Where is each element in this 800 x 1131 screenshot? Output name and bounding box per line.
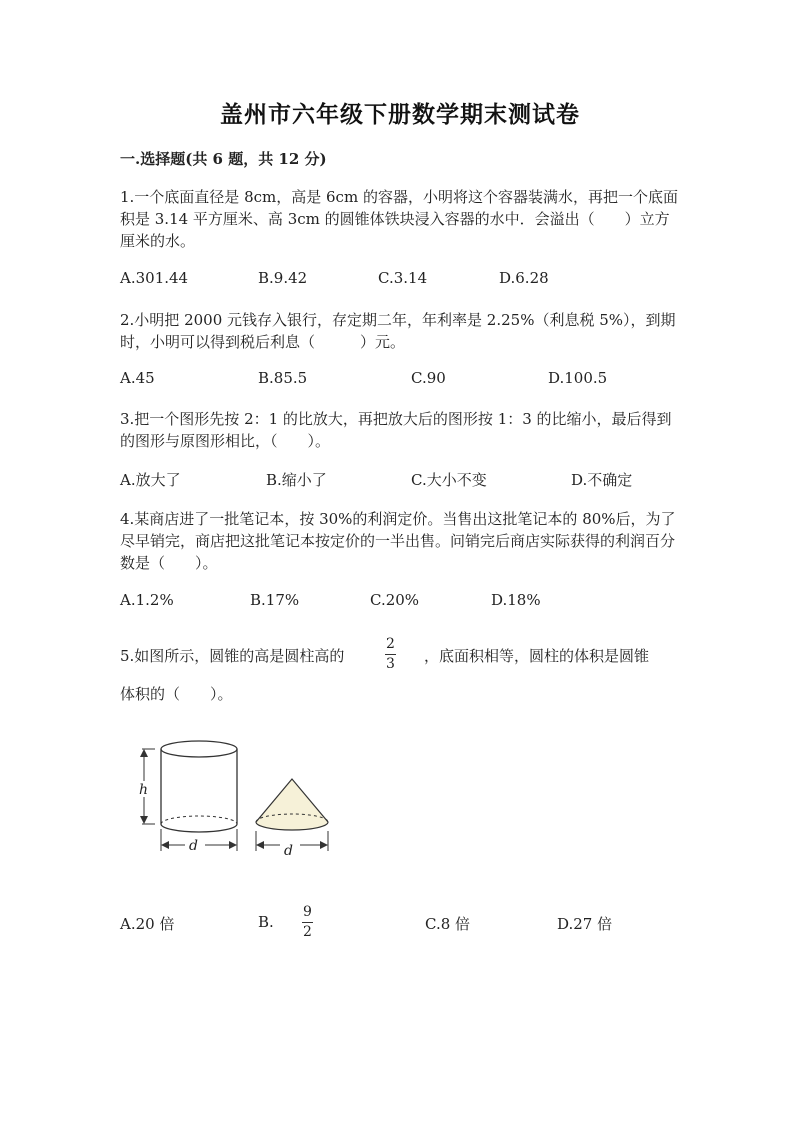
q2-option-a: A.45 [120, 369, 155, 387]
cylinder-diameter-label: d [189, 838, 198, 854]
q5-fraction-denominator: 3 [386, 656, 395, 672]
page-title: 盖州市六年级下册数学期末测试卷 [220, 101, 580, 128]
q5-option-b-numerator: 9 [303, 904, 312, 920]
q4-option-a: A.1.2% [120, 591, 174, 609]
question-2-stem: 2.小明把 2000 元钱存入银行，存定期二年，年利率是 2.25%（利息税 5%），到期时，小明可以得到税后利息（ ）元。 [120, 311, 676, 351]
q1-option-d: D.6.28 [499, 269, 549, 287]
q5-option-a: A.20 倍 [120, 915, 175, 933]
q5-option-b-prefix: B. [258, 913, 274, 931]
q5-option-c: C.8 倍 [425, 915, 471, 933]
q2-option-b: B.85.5 [258, 369, 308, 387]
q3-option-c: C.大小不变 [411, 471, 487, 489]
q1-option-b: B.9.42 [258, 269, 308, 287]
q4-option-c: C.20% [370, 591, 420, 609]
q5-option-b-denominator: 2 [303, 924, 312, 940]
q2-option-c: C.90 [411, 369, 446, 387]
question-1-stem: 1.一个底面直径是 8cm，高是 6cm 的容器，小明将这个容器装满水，再把一个底面积是 3.14 平方厘米、高 3cm 的圆锥体铁块浸入容器的水中．会溢出（ ）立方厘米的水。 [120, 188, 678, 250]
q4-option-d: D.18% [491, 591, 541, 609]
q4-option-b: B.17% [250, 591, 300, 609]
q5-fraction-numerator: 2 [386, 636, 395, 652]
q5-fraction-two-thirds [385, 637, 396, 672]
question-3-stem: 3.把一个图形先按 2：1 的比放大，再把放大后的图形按 1：3 的比缩小，最后得到的图形与原图形相比，（ ）。 [120, 410, 672, 450]
cylinder-cone-figure [125, 737, 340, 862]
q3-option-a: A.放大了 [120, 471, 181, 489]
question-4-stem: 4.某商店进了一批笔记本，按 30%的利润定价。当售出这批笔记本的 80%后，为了尽早销完，商店把这批笔记本按定价的一半出售。问销完后商店实际获得的利润百分数是（ ）。 [120, 510, 676, 572]
q3-option-b: B.缩小了 [266, 471, 327, 489]
question-5-stem-part2: ，底面积相等，圆柱的体积是圆锥 [424, 647, 650, 665]
cone-diameter-label: d [284, 843, 293, 859]
q1-option-a: A.301.44 [120, 269, 189, 287]
question-5-stem-line2: 体积的（ ）。 [120, 685, 233, 703]
section-heading: 一.选择题(共 6 题，共 12 分) [120, 150, 327, 168]
q5-option-b-fraction [302, 905, 313, 940]
question-5-stem-part1: 5.如图所示，圆锥的高是圆柱高的 [120, 647, 345, 665]
height-label: h [139, 782, 149, 798]
q5-option-d: D.27 倍 [557, 915, 613, 933]
q1-option-c: C.3.14 [378, 269, 428, 287]
q3-option-d: D.不确定 [571, 471, 633, 489]
q2-option-d: D.100.5 [548, 369, 608, 387]
